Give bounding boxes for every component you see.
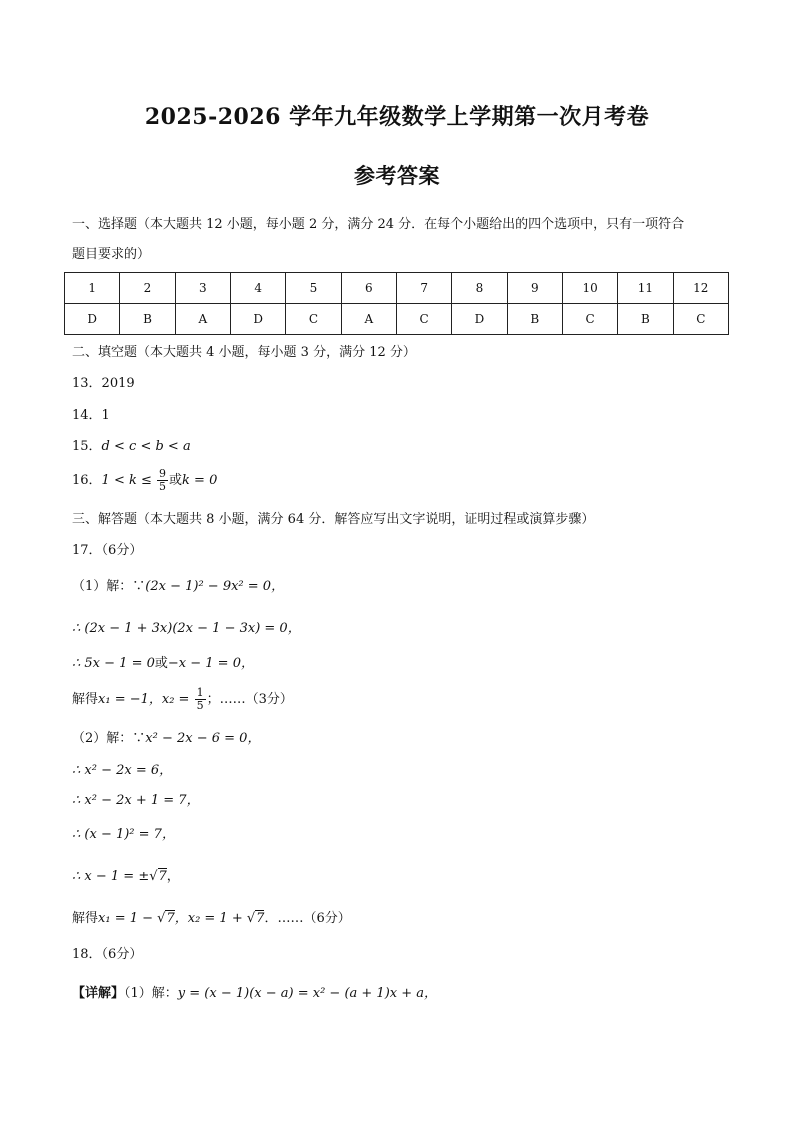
q18-part1-label: （1）解： [124,986,178,1001]
fraction-numerator: 1 [196,686,204,699]
q17-part2-step4-end: ， [166,869,180,884]
q17-step2-a: ∴ 5x − 1 = 0 [72,656,155,671]
sqrt-radicand: 7 [166,911,175,926]
q17-part2-step2: ∴ x² − 2x + 1 = 7， [72,793,200,808]
page-subtitle: 参考答案 [354,163,440,188]
answer-16 [72,468,217,494]
answer-table-number-row [65,273,729,304]
q17-part2-step1: ∴ x² − 2x = 6， [72,763,173,778]
q17-step2 [72,655,254,673]
q17-solution2-end: ．……（6分） [264,911,351,926]
sqrt-radicand: 7 [256,911,265,926]
table-cell: 1 [65,273,120,304]
q17-solution2-a: x₁ = 1 − [98,911,158,926]
table-cell: 5 [286,273,341,304]
table-cell: C [562,304,617,335]
table-cell: 10 [562,273,617,304]
table-cell: D [452,304,507,335]
q17-solution2-label: 解得 [72,911,99,926]
table-cell: D [230,304,285,335]
fraction-denominator: 5 [196,699,204,712]
q17-part2-expr: x² − 2x − 6 = 0， [145,731,261,746]
q17-solution2-b: ，x₂ = 1 + [174,911,247,926]
q17-part2-step4: ∴ x − 1 = ±√7， [72,869,180,884]
table-cell: A [175,304,230,335]
answer-16-part1: 1 < k ≤ [101,473,157,488]
answer-table [64,272,729,335]
q17-solution1-a: x₁ = −1，x₂ = [98,692,194,707]
answer-16-or: 或 [169,473,183,488]
table-cell: 3 [175,273,230,304]
q17-part2-step4-a: ∴ x − 1 = ± [72,869,150,884]
q18-part1 [72,985,437,1003]
q17-step2-or: 或 [154,656,168,671]
answer-16-part2: k = 0 [182,473,218,488]
answer-16-label: 16． [72,473,102,488]
table-cell: 6 [341,273,396,304]
q18-title: 18．（6分） [72,947,143,962]
q18-detail-label: 【详解】 [72,986,125,1001]
q17-part1-label: （1）解：∵ [72,579,146,594]
fraction-numerator: 9 [159,467,167,480]
fraction [157,468,168,493]
table-cell: C [396,304,451,335]
table-cell: C [286,304,341,335]
section1-heading-cont: 题目要求的） [72,247,151,262]
q17-solution1-end: ；……（3分） [206,692,293,707]
answer-15-label: 15． [72,439,102,454]
table-cell: 12 [673,273,728,304]
q17-solution2: 解得x₁ = 1 − √7，x₂ = 1 + √7．……（6分） [72,911,351,926]
table-cell: 2 [120,273,175,304]
table-cell: 8 [452,273,507,304]
page-title: 2025-2026 学年九年级数学上学期第一次月考卷 [144,104,650,130]
table-cell: A [341,304,396,335]
table-cell: C [673,304,728,335]
q17-solution1 [72,686,293,714]
sqrt-radicand: 7 [158,869,167,884]
table-cell: 11 [618,273,673,304]
section1-heading: 一、选择题（本大题共 12 小题，每小题 2 分，满分 24 分．在每个小题给出的四个选项中，只有一项符合 [72,217,685,232]
q17-solution1-label: 解得 [72,692,99,707]
q17-part1-expr: (2x − 1)² − 9x² = 0， [145,579,285,594]
answer-table-answer-row [65,304,729,335]
table-cell: B [120,304,175,335]
q17-step2-b: −x − 1 = 0， [167,656,254,671]
table-cell: D [65,304,120,335]
answer-15 [72,438,191,456]
q17-part1 [72,578,284,596]
table-cell: 9 [507,273,562,304]
section2-heading: 二、填空题（本大题共 4 小题，每小题 3 分，满分 12 分） [72,345,416,360]
section3-heading: 三、解答题（本大题共 8 小题，满分 64 分．解答应写出文字说明，证明过程或演算步骤） [72,512,595,527]
fraction-denominator: 5 [159,480,167,493]
q17-part2-label: （2）解：∵ [72,731,146,746]
table-cell: 7 [396,273,451,304]
table-cell: B [507,304,562,335]
q17-part2 [72,730,260,748]
table-cell: 4 [230,273,285,304]
q17-step1: ∴ (2x − 1 + 3x)(2x − 1 − 3x) = 0， [72,621,301,636]
q17-part2-step3: ∴ (x − 1)² = 7， [72,827,175,842]
answer-13: 13．2019 [72,376,135,391]
answer-15-expr: d < c < b < a [101,439,191,454]
q18-part1-expr: y = (x − 1)(x − a) = x² − (a + 1)x + a， [177,986,438,1001]
table-cell: B [618,304,673,335]
fraction [195,687,206,712]
q17-title: 17．（6分） [72,543,143,558]
answer-14: 14．1 [72,408,110,423]
